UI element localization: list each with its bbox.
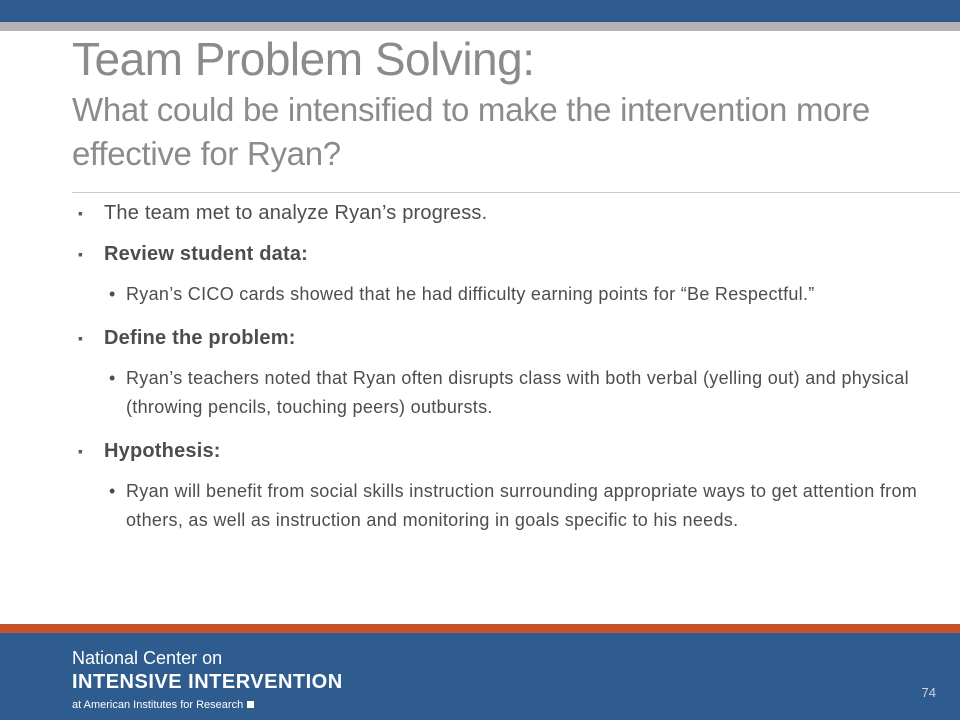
org-name-line1: National Center on [72,648,223,668]
title-block [72,30,952,176]
square-mark-icon [247,701,254,708]
sub-bullet-text: Ryan’s teachers noted that Ryan often disrupts class with both verbal (yelling out) and physical (throwing pencils, touching peers) outbursts. [126,368,909,417]
bullet-item [78,200,950,227]
bullet-heading: Hypothesis: [104,440,221,462]
dot-bullet-icon: • [109,284,116,304]
square-bullet-icon: ▪ [78,330,84,346]
dot-bullet-icon: • [109,368,116,388]
bullet-heading: Review student data: [104,243,309,265]
sub-bullet-item [78,364,950,422]
sub-bullet-text: Ryan’s CICO cards showed that he had difficulty earning points for “Be Respectful.” [126,284,815,304]
footer-accent-bar [0,624,960,633]
square-bullet-icon: ▪ [78,246,84,262]
square-bullet-icon: ▪ [78,443,84,459]
org-affiliation [72,695,343,715]
bullet-item [78,241,950,268]
bullet-item [78,438,950,465]
bullet-heading: Define the problem: [104,327,296,349]
footer-bar [0,633,960,720]
slide-subtitle: What could be intensified to make the intervention more effective for Ryan? [72,91,870,172]
sub-bullet-item [78,477,950,535]
header-bar [0,0,960,22]
org-affiliation-text: at American Institutes for Research [72,699,244,711]
square-bullet-icon: ▪ [78,205,84,221]
sub-bullet-text: Ryan will benefit from social skills instruction surrounding appropriate ways to get attention from others, as well as instruction and monitoring in goals specific to his needs. [126,481,918,530]
org-logo [72,647,343,715]
title-divider [72,192,960,193]
bullet-text: The team met to analyze Ryan’s progress. [104,202,488,224]
slide-title: Team Problem Solving: [72,33,535,85]
page-number: 74 [921,685,936,700]
bullet-item [78,325,950,352]
sub-bullet-item [78,280,950,309]
org-name-line2: INTENSIVE INTERVENTION [72,671,343,693]
dot-bullet-icon: • [109,481,116,501]
slide-content [78,200,950,535]
